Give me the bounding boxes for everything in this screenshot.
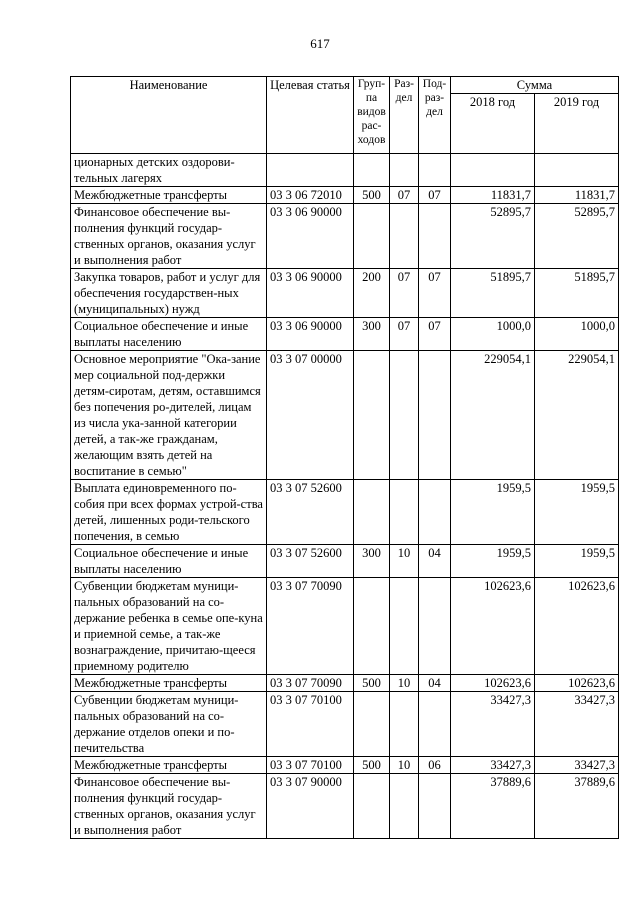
table-row	[71, 204, 619, 269]
row-target-code: 03 3 07 70100	[267, 692, 354, 757]
row-target-code: 03 3 07 00000	[267, 351, 354, 480]
row-sum-2019: 33427,3	[535, 757, 619, 774]
row-sum-2019: 37889,6	[535, 774, 619, 839]
row-sum-2018: 1959,5	[451, 545, 535, 578]
col-header-2019: 2019 год	[535, 94, 619, 154]
row-sum-2018: 1000,0	[451, 318, 535, 351]
row-sum-2019: 1959,5	[535, 480, 619, 545]
table-row	[71, 545, 619, 578]
row-name: Основное мероприятие "Ока-зание мер социальной под-держки детям-сиротам, детям, оставшимся без попечения ро-дителей, лицам из числа ука-занной категории детей, а так-же гражданам, желающим взять детей на воспитание в семью"	[71, 351, 267, 480]
row-subsection	[419, 480, 451, 545]
row-group: 200	[354, 269, 390, 318]
row-sum-2018	[451, 154, 535, 187]
col-header-target: Целевая статья	[267, 77, 354, 154]
row-group	[354, 154, 390, 187]
row-sum-2019: 1959,5	[535, 545, 619, 578]
col-header-2018: 2018 год	[451, 94, 535, 154]
row-section: 07	[390, 187, 419, 204]
row-target-code: 03 3 06 72010	[267, 187, 354, 204]
table-row	[71, 692, 619, 757]
row-target-code: 03 3 07 70100	[267, 757, 354, 774]
row-sum-2018: 51895,7	[451, 269, 535, 318]
row-section	[390, 204, 419, 269]
row-subsection: 04	[419, 545, 451, 578]
row-section: 07	[390, 318, 419, 351]
row-subsection: 06	[419, 757, 451, 774]
col-header-name: Наименование	[71, 77, 267, 154]
row-subsection	[419, 351, 451, 480]
row-sum-2019: 52895,7	[535, 204, 619, 269]
row-subsection: 07	[419, 269, 451, 318]
row-subsection	[419, 204, 451, 269]
row-sum-2019: 51895,7	[535, 269, 619, 318]
row-target-code: 03 3 06 90000	[267, 204, 354, 269]
row-sum-2019: 11831,7	[535, 187, 619, 204]
row-target-code: 03 3 07 70090	[267, 578, 354, 675]
row-sum-2019	[535, 154, 619, 187]
row-target-code	[267, 154, 354, 187]
budget-table	[70, 76, 619, 839]
row-section: 07	[390, 269, 419, 318]
row-subsection: 07	[419, 318, 451, 351]
col-header-sum: Сумма	[451, 77, 619, 94]
table-row	[71, 774, 619, 839]
row-sum-2019: 1000,0	[535, 318, 619, 351]
row-group: 300	[354, 318, 390, 351]
row-group: 500	[354, 675, 390, 692]
row-section: 10	[390, 675, 419, 692]
row-sum-2018: 33427,3	[451, 757, 535, 774]
row-sum-2018: 11831,7	[451, 187, 535, 204]
row-name: Субвенции бюджетам муници-пальных образований на со-держание ребенка в семье опе-куна и приемной семье, а так-же вознаграждение, причитаю-щееся приемному родителю	[71, 578, 267, 675]
row-sum-2019: 102623,6	[535, 675, 619, 692]
row-section: 10	[390, 757, 419, 774]
table-row	[71, 318, 619, 351]
row-target-code: 03 3 06 90000	[267, 269, 354, 318]
col-header-section: Раз-дел	[390, 77, 419, 154]
row-name: Межбюджетные трансферты	[71, 675, 267, 692]
page-number: 617	[310, 36, 330, 51]
table-row	[71, 675, 619, 692]
table-row	[71, 187, 619, 204]
row-target-code: 03 3 07 90000	[267, 774, 354, 839]
row-subsection	[419, 154, 451, 187]
row-sum-2018: 33427,3	[451, 692, 535, 757]
row-sum-2018: 37889,6	[451, 774, 535, 839]
table-row	[71, 269, 619, 318]
row-name: Межбюджетные трансферты	[71, 187, 267, 204]
row-sum-2018: 102623,6	[451, 578, 535, 675]
row-name: ционарных детских оздорови-тельных лагерях	[71, 154, 267, 187]
row-name: Социальное обеспечение и иные выплаты населению	[71, 545, 267, 578]
row-sum-2019: 102623,6	[535, 578, 619, 675]
row-name: Межбюджетные трансферты	[71, 757, 267, 774]
col-header-group: Груп-па видов рас-ходов	[354, 77, 390, 154]
row-group	[354, 351, 390, 480]
row-section	[390, 480, 419, 545]
row-group: 500	[354, 187, 390, 204]
row-section: 10	[390, 545, 419, 578]
table-row	[71, 578, 619, 675]
row-target-code: 03 3 07 70090	[267, 675, 354, 692]
table-row	[71, 351, 619, 480]
row-sum-2018: 1959,5	[451, 480, 535, 545]
row-name: Субвенции бюджетам муници-пальных образований на со-держание отделов опеки и по-печительства	[71, 692, 267, 757]
row-sum-2018: 52895,7	[451, 204, 535, 269]
row-target-code: 03 3 07 52600	[267, 545, 354, 578]
row-group: 300	[354, 545, 390, 578]
row-group: 500	[354, 757, 390, 774]
row-sum-2018: 229054,1	[451, 351, 535, 480]
row-group	[354, 774, 390, 839]
row-section	[390, 692, 419, 757]
row-subsection: 07	[419, 187, 451, 204]
row-sum-2019: 33427,3	[535, 692, 619, 757]
row-group	[354, 692, 390, 757]
row-name: Социальное обеспечение и иные выплаты населению	[71, 318, 267, 351]
row-section	[390, 351, 419, 480]
row-subsection	[419, 578, 451, 675]
row-name: Закупка товаров, работ и услуг для обеспечения государствен-ных (муниципальных) нужд	[71, 269, 267, 318]
row-name: Финансовое обеспечение вы-полнения функций государ-ственных органов, оказания услуг и выполнения работ	[71, 774, 267, 839]
row-name: Выплата единовременного по-собия при всех формах устрой-ства детей, лишенных роди-тельского попечения, в семью	[71, 480, 267, 545]
row-target-code: 03 3 06 90000	[267, 318, 354, 351]
row-section	[390, 578, 419, 675]
row-sum-2019: 229054,1	[535, 351, 619, 480]
row-group	[354, 204, 390, 269]
row-name: Финансовое обеспечение вы-полнения функций государ-ственных органов, оказания услуг и выполнения работ	[71, 204, 267, 269]
table-row	[71, 757, 619, 774]
row-sum-2018: 102623,6	[451, 675, 535, 692]
table-row	[71, 154, 619, 187]
row-subsection: 04	[419, 675, 451, 692]
row-section	[390, 154, 419, 187]
row-subsection	[419, 692, 451, 757]
row-group	[354, 480, 390, 545]
row-subsection	[419, 774, 451, 839]
row-group	[354, 578, 390, 675]
table-row	[71, 480, 619, 545]
row-target-code: 03 3 07 52600	[267, 480, 354, 545]
row-section	[390, 774, 419, 839]
col-header-subsection: Под-раз-дел	[419, 77, 451, 154]
